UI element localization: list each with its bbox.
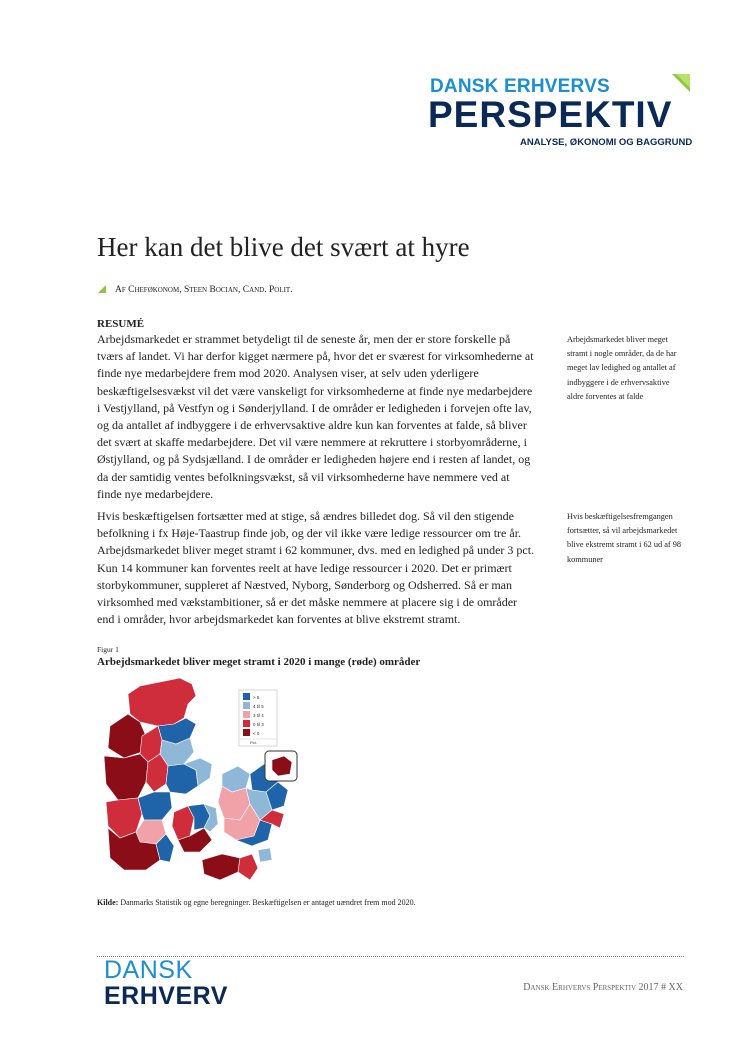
byline-triangle-icon — [98, 285, 106, 293]
side-note-1: Arbejdsmarkedet bliver meget stramt i nogle områder, da de har meget lav ledighed og antallet af indbyggere i de erhvervsaktive aldre forventes at falde — [567, 335, 677, 401]
legend-unit: Pct. — [250, 740, 257, 745]
footer-publication: Dansk Erhvervs Perspektiv 2017 # XX — [523, 982, 683, 993]
legend-swatch-1 — [243, 693, 250, 700]
legend-swatch-4 — [243, 720, 250, 727]
resume-heading: RESUMÉ — [97, 318, 145, 330]
paragraph-2: Hvis beskæftigelsen fortsætter med at stige, så ændres billedet dog. Så vil den stigende befolkning i fx Høje-Taastrup finde job, og der vil ikke være ledige ressourcer om tre år. Arbejdsmarkedet bliver meget stramt i 62 kommuner, dvs. med en ledighed på under 3 pct. Kun 14 kommuner kan forventes reelt at have ledige ressourcer i 2020. Det er primært storbykommuner, suppleret af Næstved, Nyborg, Sønderborg og Odsherred. Så er man virksomhed med vækstambitioner, så er det måske nemmere at placere sig i de områder end i områder, hvor arbejdsmarkedet kan forventes at blive ekstremt stramt. — [97, 509, 535, 627]
legend-swatch-5 — [243, 729, 250, 736]
figure-label: Figur 1 — [97, 645, 119, 654]
masthead-line1: DANSK ERHVERVS — [430, 76, 610, 97]
legend-label-3: 3 til 4 — [253, 713, 264, 718]
figure-title: Arbejdsmarkedet bliver meget stramt i 2020 i mange (røde) områder — [97, 656, 421, 668]
legend-label-5: < 0 — [253, 731, 260, 736]
footer-logo-line2: ERHVERV — [104, 982, 228, 1010]
paragraph-1: Arbejdsmarkedet er strammet betydeligt til de seneste år, men der er store forskelle på tværs af landet. Vi har derfor kigget nærmere på, hvor det er sværest for virksomhederne at finde nye medarbejdere frem mod 2020. Analysen viser, at selv uden yderligere beskæftigelsesvækst vil det være vanskeligt for virksomhederne at finde nye medarbejdere i Vestjylland, på Vestfyn og i Sønderjylland. I de områder er ledigheden i forvejen ofte lav, og da antallet af indbyggere i de erhvervsaktive aldre kun kan forventes at falde, så bliver det svært at skaffe medarbejdere. Det vil være nemmere at rekruttere i storbyområderne, i Østjylland, og på Sydsjælland. I de områder er ledigheden højere end i resten af landet, og da der samtidig ventes befolkningsvækst, så vil virksomhederne have nemmere ved at finde nye medarbejdere. — [97, 332, 534, 501]
denmark-municipality-map — [100, 674, 310, 889]
legend-label-2: 4 til 5 — [253, 704, 264, 709]
masthead-triangle-icon — [672, 74, 690, 92]
side-note-2: Hvis beskæftigelsesfremgangen fortsætter, så vil arbejdsmarkedet blive ekstremt stramt i 62 ud af 98 kommuner — [567, 512, 682, 564]
legend-label-1: > 5 — [253, 695, 260, 700]
masthead-tagline: ANALYSE, ØKONOMI OG BAGGRUND — [520, 137, 693, 148]
map-legend — [239, 690, 277, 746]
legend-swatch-2 — [243, 702, 250, 709]
map-region-west-jutland — [104, 754, 148, 800]
article-title: Her kan det blive det svært at hyre — [97, 232, 470, 262]
map-region-mon — [258, 848, 272, 862]
source-label: Kilde: — [97, 898, 119, 907]
figure-source — [97, 898, 416, 908]
masthead-title: PERSPEKTIV — [428, 94, 673, 135]
footer-logo-line1: DANSK — [104, 956, 193, 984]
source-text: Danmarks Statistik og egne beregninger. Beskæftigelsen er antaget uændret frem mod 2020. — [120, 898, 416, 907]
legend-swatch-3 — [243, 711, 250, 718]
legend-label-4: 0 til 3 — [253, 722, 264, 727]
map-region-lolland — [202, 854, 240, 880]
map-region-falster — [238, 854, 258, 880]
map-region-vejle — [138, 792, 172, 820]
article-byline: Af Cheføkonom, Steen Bocian, Cand. Polit. — [115, 285, 293, 295]
